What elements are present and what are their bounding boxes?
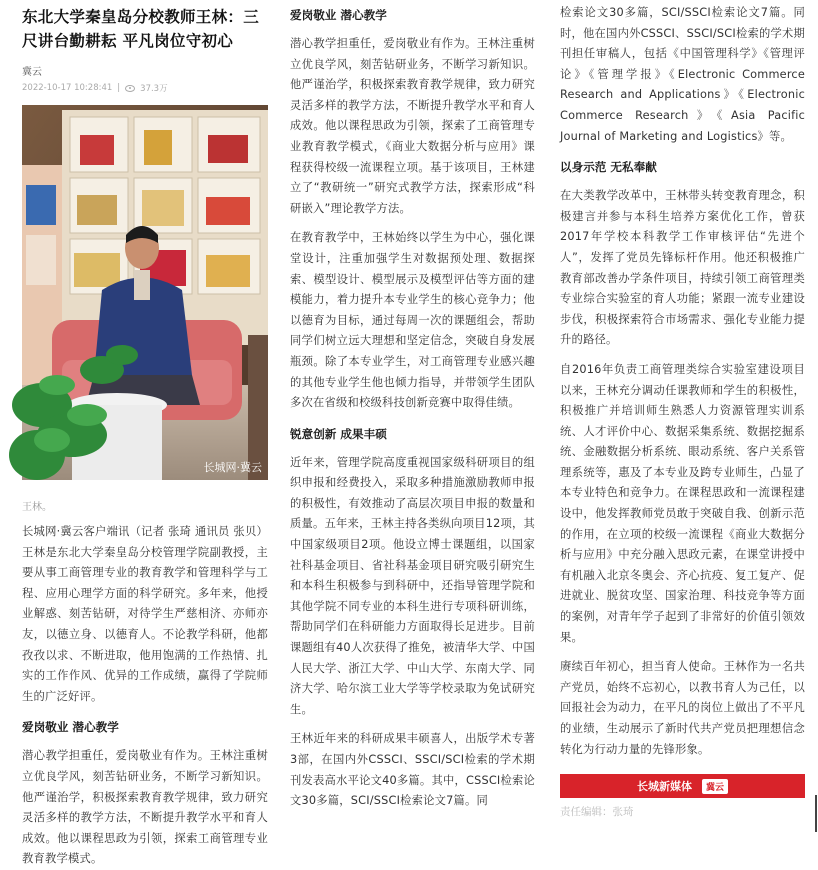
column-left — [22, 0, 268, 866]
photo-caption: 王林。 — [22, 502, 52, 513]
paragraph: 检索论文30多篇，SCI/SSCI检索论文7篇。同时，他在国内外CSSCI、SSCI/SCI检索的学术期刊担任审稿人，包括《中国管理科学》《管理评论》《管理学报》《Electronic Commerce Research and Applications》《Electronic Commerce Research》《Asia Pacific Journal of Marketing and Logistics》等。 — [560, 6, 805, 143]
teacher-portrait-image — [22, 105, 268, 480]
article-datetime: 2022-10-17 10:28:41 — [22, 83, 113, 93]
column-middle — [290, 0, 535, 832]
views-eye-icon — [125, 85, 135, 92]
paragraph: 王林近年来的科研成果丰硕喜人，出版学术专著3部，在国内外CSSCI、SSCI/SCI检索的学术期刊发表高水平论文40多篇。其中，CSSCI检索论文30多篇，SCI/SSCI检索论文7篇。同 — [290, 732, 535, 808]
media-banner[interactable] — [560, 774, 805, 798]
section-heading-teaching: 爱岗敬业 潜心教学 — [290, 8, 387, 22]
banner-badge: 冀云 — [702, 779, 728, 794]
section-text: 潜心教学担重任，爱岗敬业有作为。王林注重树立优良学风，刻苦钻研业务，不断学习新知识。他严谨治学，积极探索教育教学规律，致力研究灵活多样的教学方法，不断提升教学水平和育人成效。他以课程思政为引领，探索工商管理专业教育教学模式。 — [22, 749, 268, 866]
paragraph: 自2016年负责工商管理类综合实验室建设项目以来，王林充分调动任课教师和学生的积极性，积极推广并培训师生熟悉人力资源管理实训系统、人才评价中心、数据采集系统、数据挖掘系统、金融数据分析系统、眼动系统、客户关系管理系统等，惠及了本专业及跨专业师生，凸显了本专业特色和竞争力。在课程思政和一流课程建设中，他发挥教师党员敢于突破自我、创新示范的作用，在立项的校级一流课程《商业大数据分析与应用》中充分融入思政元素，在课堂讲授中有机融入北京冬奥会、齐心抗疫、复工复产、促进就业、脱贫攻坚、国家治理、科技竞争等方面的案例，对青年学子起到了非常好的价值引领效果。 — [560, 362, 805, 644]
meta-separator: | — [117, 83, 121, 93]
paragraph: 在大类教学改革中，王林带头转变教育理念，积极建言并参与本科生培养方案优化工作，曾获2017年学校本科教学工作审核评估“先进个人”，发挥了党员先锋标杆作用。他还积极推广教育部改善办学条件项目，持续引领工商管理类专业综合实验室的育人功能；紧跟一流专业建设步伐，积极探索符合市场需求、强化专业能力提升的路径。 — [560, 189, 805, 347]
article-title: 东北大学秦皇岛分校教师王林：三尺讲台勤耕耘 平凡岗位守初心 — [22, 8, 260, 50]
paragraph: 近年来，管理学院高度重视国家级科研项目的组织申报和经费投入，采取多种措施激励教师申报的积极性，有效推动了高层次项目申报的数量和质量。五年来，王林主持各类纵向项目12项，其中国家级项目2项。他设立博士课题组，以国家社科基金项目、省社科基金项目研究吸引研究生和本科生积极参与到科研中，还指导管理学院和其他学院不同专业的本科生进行专项科研训练，帮助同学们在科研能力方面取得长足进步。目前课题组有40人次获得了推免，被清华大学、中国人民大学、浙江大学、中山大学、东南大学、同济大学、哈尔滨工业大学等学校录取为免试研究生。 — [290, 455, 535, 716]
article-views: 37.3万 — [140, 84, 168, 94]
responsible-editor: 责任编辑：张琦 — [560, 806, 634, 819]
banner-logo-text: 长城新媒体 — [636, 780, 692, 794]
article-meta — [22, 82, 268, 94]
paragraph: 在教育教学中，王林始终以学生为中心，强化课堂设计，注重加强学生对数据预处理、数据探索、模型设计、模型展示及模型评估等方面的建模能力，着力提升本专业学生的核心竞争力；他以德育为目标，通过每周一次的课题组会，帮助同学们树立远大理想和坚定信念，突破自身发展瓶颈。除了本专业学生，对工商管理专业感兴趣的其他专业学生他也倾力指导，并带领学生团队多次在省级和校级科技创新竞赛中取得佳绩。 — [290, 231, 535, 410]
paragraph: 潜心教学担重任，爱岗敬业有作为。王林注重树立优良学风，刻苦钻研业务，不断学习新知识。他严谨治学，积极探索教育教学规律，致力研究灵活多样的教学方法，不断提升教学水平和育人成效。他以课程思政为引领，探索了工商管理专业教育教学模式，《商业大数据分析与应用》课程获得校级一流课程立项。基于该项目，王林建立了“教研统一”研究式教学方法，探索形成“科研嵌入”理论教学方法。 — [290, 37, 535, 215]
section-heading: 爱岗敬业 潜心教学 — [22, 720, 119, 735]
article-photo — [22, 105, 268, 480]
article-intro: 长城网·冀云客户端讯（记者 张琦 通讯员 张贝）王林是东北大学秦皇岛分校管理学院副教授，主要从事工商管理专业的教育教学和管理科学与工程、应用心理学方面的科学研究。多年来，他授业解惑、刻苦钻研，对待学生严慈相济、亦师亦友，以德立身、以德育人。不论教学科研，他都孜孜以求、不断进取，他用饱满的工作热情、扎实的工作作风、优异的工作成绩，赢得了学院师生的广泛好评。 — [22, 525, 268, 703]
section-heading-research: 锐意创新 成果丰硕 — [290, 426, 387, 441]
paragraph: 赓续百年初心，担当育人使命。王林作为一名共产党员，始终不忘初心，以教书育人为己任，以回报社会为动力，在平凡的岗位上做出了不平凡的业绩，生动展示了新时代共产党员把理想信念转化为行动力量的先锋形象。 — [560, 660, 805, 756]
photo-watermark: 长城网·冀云 — [203, 461, 262, 474]
article-author[interactable]: 冀云 — [22, 67, 42, 78]
scrollbar[interactable] — [815, 795, 817, 832]
section-heading-example: 以身示范 无私奉献 — [560, 160, 657, 175]
column-right — [560, 0, 805, 832]
